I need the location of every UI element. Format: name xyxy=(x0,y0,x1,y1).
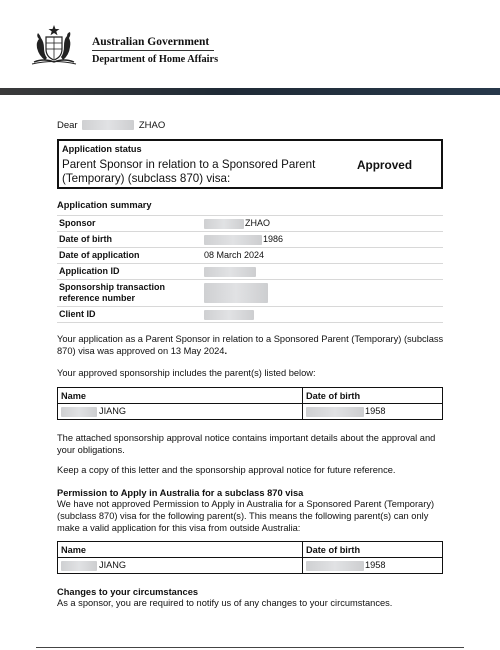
parent-surname: JIANG xyxy=(99,406,127,417)
status-label: Application status xyxy=(62,144,142,154)
summary-table xyxy=(57,215,443,323)
salutation xyxy=(57,120,165,131)
department-name: Department of Home Affairs xyxy=(92,54,219,65)
parents-intro: Your approved sponsorship includes the parent(s) listed below: xyxy=(57,368,316,378)
summary-value xyxy=(202,264,443,279)
parent-birth-year: 1958 xyxy=(365,560,386,571)
sponsor-birth-year: 1986 xyxy=(263,234,284,244)
redacted-value xyxy=(61,561,97,571)
parent-name-cell xyxy=(58,404,303,420)
approval-text: Your application as a Parent Sponsor in relation to a Sponsored Parent (Temporary) (subclass 870) visa was approved on xyxy=(57,334,444,356)
redacted-value xyxy=(204,267,256,277)
header-band xyxy=(0,88,500,95)
summary-key: Sponsor xyxy=(59,218,96,228)
col-header-dob: Date of birth xyxy=(303,542,443,558)
coat-of-arms-icon xyxy=(26,24,82,66)
col-header-dob: Date of birth xyxy=(303,388,443,404)
redacted-value xyxy=(306,407,364,417)
redacted-value xyxy=(61,407,97,417)
government-name: Australian Government xyxy=(92,36,210,48)
header-divider xyxy=(92,50,214,51)
recipient-surname: ZHAO xyxy=(138,120,166,131)
redacted-value xyxy=(204,219,244,229)
application-status-box xyxy=(57,139,443,189)
table-row xyxy=(58,404,443,420)
changes-heading: Changes to your circumstances xyxy=(57,587,199,597)
approval-date: 13 May 2024 xyxy=(170,346,225,356)
redacted-value xyxy=(306,561,364,571)
summary-value xyxy=(202,232,443,247)
summary-row xyxy=(57,247,443,263)
page-footer-line xyxy=(36,647,464,648)
parent-surname: JIANG xyxy=(99,560,127,571)
sponsor-surname: ZHAO xyxy=(245,218,271,228)
parent-name-cell xyxy=(58,558,303,574)
summary-key: Sponsorship transaction reference number xyxy=(59,282,166,303)
permission-paragraph: We have not approved Permission to Apply in Australia for a Sponsored Parent (Temporary) (subclass 870) visa for the following parent(s). This means the following parent(s) can only make a valid application for this visa from outside Australia: xyxy=(57,499,435,533)
redacted-value xyxy=(204,283,268,303)
summary-key: Date of application xyxy=(59,250,140,260)
summary-row xyxy=(57,263,443,279)
parents-table xyxy=(57,387,443,420)
table-row xyxy=(58,558,443,574)
table-header-row xyxy=(58,388,443,404)
letterhead xyxy=(0,0,500,90)
parent-dob-cell xyxy=(303,558,443,574)
summary-row xyxy=(57,215,443,231)
status-value: Approved xyxy=(357,158,413,172)
summary-row xyxy=(57,279,443,306)
summary-value xyxy=(202,216,443,231)
summary-value: 08 March 2024 xyxy=(204,250,265,260)
summary-row xyxy=(57,231,443,247)
summary-key: Application ID xyxy=(59,266,120,276)
redacted-given-name xyxy=(82,120,134,130)
changes-paragraph: As a sponsor, you are required to notify us of any changes to your circumstances. xyxy=(57,598,393,608)
notice-paragraph: The attached sponsorship approval notice contains important details about the approval and your obligations. xyxy=(57,433,436,455)
col-header-name: Name xyxy=(58,388,303,404)
permission-heading: Permission to Apply in Australia for a subclass 870 visa xyxy=(57,488,304,498)
approval-period: . xyxy=(224,346,228,356)
redacted-value xyxy=(204,235,262,245)
redacted-value xyxy=(204,310,254,320)
keep-copy-paragraph: Keep a copy of this letter and the sponsorship approval notice for future reference. xyxy=(57,465,396,475)
summary-value xyxy=(202,280,443,306)
table-header-row xyxy=(58,542,443,558)
summary-value xyxy=(202,307,443,322)
approval-paragraph xyxy=(57,333,447,357)
salutation-word: Dear xyxy=(57,120,78,131)
visa-title: Parent Sponsor in relation to a Sponsored Parent (Temporary) (subclass 870) visa: xyxy=(62,158,316,185)
parent-dob-cell xyxy=(303,404,443,420)
summary-key: Client ID xyxy=(59,309,96,319)
summary-row xyxy=(57,306,443,323)
summary-title: Application summary xyxy=(57,200,152,210)
parent-birth-year: 1958 xyxy=(365,406,386,417)
permission-table xyxy=(57,541,443,574)
col-header-name: Name xyxy=(58,542,303,558)
summary-key: Date of birth xyxy=(59,234,112,244)
